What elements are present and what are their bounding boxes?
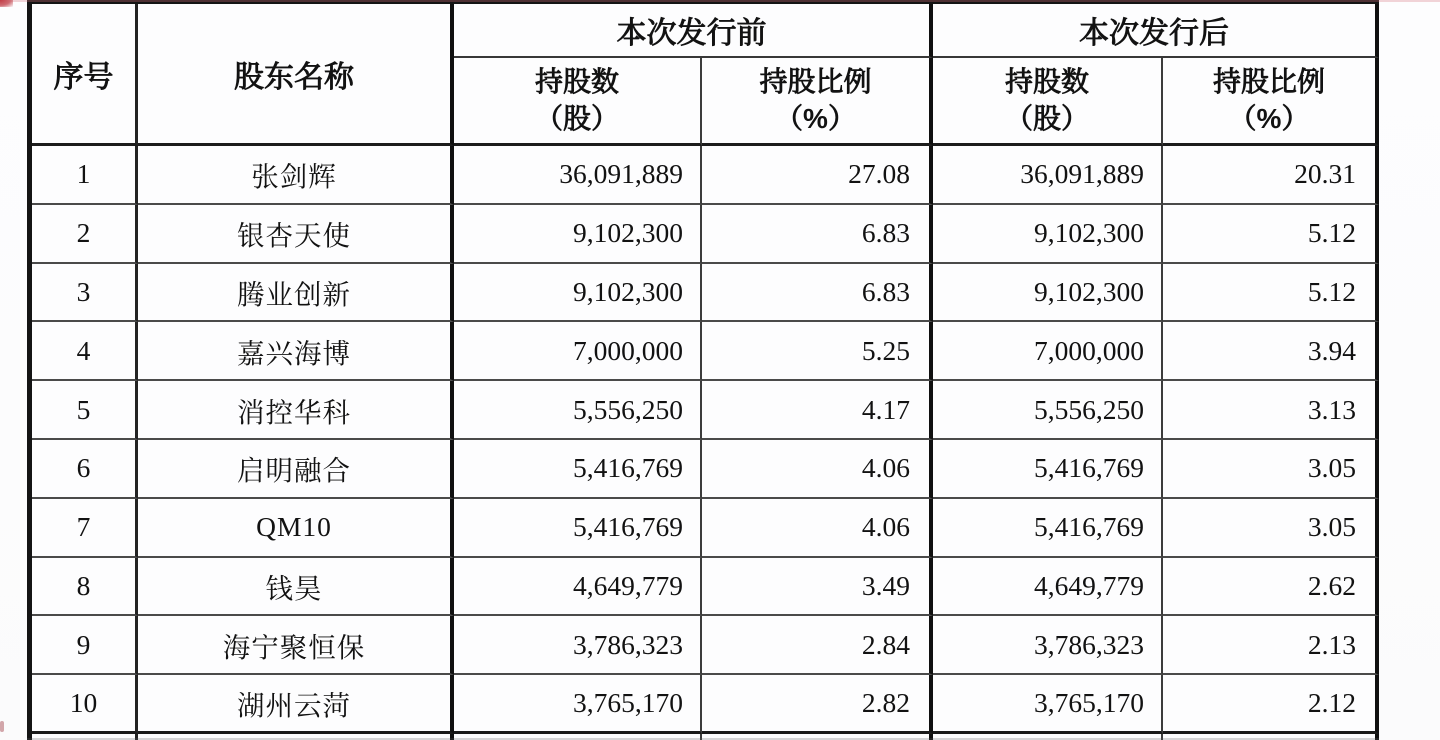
header-shareholder-name: 股东名称 bbox=[138, 4, 454, 146]
cell-ratio-before: 2.82 bbox=[702, 675, 933, 734]
cell-ratio-after: 5.12 bbox=[1163, 205, 1379, 264]
cell-shares-before: 4,649,779 bbox=[454, 558, 702, 617]
header-shares-before bbox=[454, 58, 702, 146]
cell-ratio-after: 3.05 bbox=[1163, 499, 1379, 558]
cell-shares-before: 7,000,000 bbox=[454, 322, 702, 381]
cell-ratio-before: 6.83 bbox=[702, 205, 933, 264]
table-row bbox=[32, 264, 1379, 323]
cell-ratio-after: 3.13 bbox=[1163, 381, 1379, 440]
cell-index: 2 bbox=[32, 205, 138, 264]
red-top-edge-artifact bbox=[0, 0, 1440, 2]
table-row bbox=[32, 146, 1379, 205]
table-row bbox=[32, 616, 1379, 675]
shareholder-table bbox=[32, 4, 1379, 740]
cell-ratio-after: 2.12 bbox=[1163, 675, 1379, 734]
table-row bbox=[32, 205, 1379, 264]
cell-shares-after: 5,416,769 bbox=[933, 499, 1163, 558]
header-group-after: 本次发行后 bbox=[933, 4, 1379, 58]
header-group-before: 本次发行前 bbox=[454, 4, 933, 58]
cell-shares-before: 3,786,323 bbox=[454, 616, 702, 675]
cell-ratio-after: 5.12 bbox=[1163, 264, 1379, 323]
cell-shares-after: 5,556,250 bbox=[933, 381, 1163, 440]
cell-index: 10 bbox=[32, 675, 138, 734]
red-left-edge-speck bbox=[0, 721, 4, 732]
cell-shares-after: 4,649,779 bbox=[933, 558, 1163, 617]
cell-shares-after: 9,102,300 bbox=[933, 205, 1163, 264]
header-shares-after bbox=[933, 58, 1163, 146]
cell-name: 消控华科 bbox=[138, 381, 454, 440]
cell-ratio-after: 2.13 bbox=[1163, 616, 1379, 675]
cell-ratio-before: 4.06 bbox=[702, 440, 933, 499]
header-ratio-before-line1: 持股比例 bbox=[759, 66, 872, 98]
cell-ratio-after: 20.31 bbox=[1163, 146, 1379, 205]
cell-index: 1 bbox=[32, 146, 138, 205]
table-row bbox=[32, 558, 1379, 617]
cell-index: 8 bbox=[32, 558, 138, 617]
table-body bbox=[32, 146, 1379, 740]
cell-name: 张剑辉 bbox=[138, 146, 454, 205]
cell-index: 9 bbox=[32, 616, 138, 675]
cell-shares-before: 36,091,889 bbox=[454, 146, 702, 205]
cell-shares-after: 3,765,170 bbox=[933, 675, 1163, 734]
cell-name: 钱昊 bbox=[138, 558, 454, 617]
header-ratio-after-line2: （%） bbox=[1228, 102, 1310, 134]
cell-name: QM10 bbox=[138, 499, 454, 558]
header-shares-after-line2: （股） bbox=[1004, 102, 1089, 134]
table-row bbox=[32, 322, 1379, 381]
table-row bbox=[32, 440, 1379, 499]
cell-shares-before: 5,416,769 bbox=[454, 499, 702, 558]
header-shares-after-line1: 持股数 bbox=[1004, 66, 1089, 98]
cell-shares-before: 9,102,300 bbox=[454, 205, 702, 264]
cell-shares-after: 7,000,000 bbox=[933, 322, 1163, 381]
cell-ratio-before: 4.17 bbox=[702, 381, 933, 440]
cell-shares-before: 3,765,170 bbox=[454, 675, 702, 734]
header-shares-before-line2: （股） bbox=[534, 102, 619, 134]
table-row bbox=[32, 675, 1379, 734]
cell-name: 银杏天使 bbox=[138, 205, 454, 264]
cell-name: 启明融合 bbox=[138, 440, 454, 499]
cell-shares-before: 9,102,300 bbox=[454, 264, 702, 323]
header-group-row bbox=[32, 4, 1379, 58]
cell-index: 5 bbox=[32, 381, 138, 440]
table-row bbox=[32, 381, 1379, 440]
cell-ratio-after: 3.05 bbox=[1163, 440, 1379, 499]
cell-index: 6 bbox=[32, 440, 138, 499]
red-corner-artifact bbox=[0, 0, 13, 7]
cell-index: 3 bbox=[32, 264, 138, 323]
cell-shares-after: 9,102,300 bbox=[933, 264, 1163, 323]
header-ratio-after-line1: 持股比例 bbox=[1212, 66, 1325, 98]
header-index: 序号 bbox=[32, 4, 138, 146]
cell-ratio-before: 5.25 bbox=[702, 322, 933, 381]
cell-ratio-before: 4.06 bbox=[702, 499, 933, 558]
cell-shares-before: 5,556,250 bbox=[454, 381, 702, 440]
cell-index: 4 bbox=[32, 322, 138, 381]
cell-name: 湖州云菏 bbox=[138, 675, 454, 734]
cell-ratio-before: 27.08 bbox=[702, 146, 933, 205]
cell-shares-after: 36,091,889 bbox=[933, 146, 1163, 205]
cell-index: 7 bbox=[32, 499, 138, 558]
cell-name: 嘉兴海博 bbox=[138, 322, 454, 381]
cell-ratio-after: 3.94 bbox=[1163, 322, 1379, 381]
cell-shares-after: 5,416,769 bbox=[933, 440, 1163, 499]
cell-ratio-before: 3.49 bbox=[702, 558, 933, 617]
shareholder-table-container bbox=[27, 0, 1379, 740]
header-ratio-after bbox=[1163, 58, 1379, 146]
table-header bbox=[32, 4, 1379, 146]
header-shares-before-line1: 持股数 bbox=[534, 66, 619, 98]
header-ratio-before bbox=[702, 58, 933, 146]
cell-shares-after: 3,786,323 bbox=[933, 616, 1163, 675]
table-row bbox=[32, 499, 1379, 558]
header-ratio-before-line2: （%） bbox=[775, 102, 856, 134]
cell-shares-before: 5,416,769 bbox=[454, 440, 702, 499]
cell-ratio-before: 2.84 bbox=[702, 616, 933, 675]
cell-ratio-before: 6.83 bbox=[702, 264, 933, 323]
cell-name: 腾业创新 bbox=[138, 264, 454, 323]
cell-name: 海宁聚恒保 bbox=[138, 616, 454, 675]
cell-ratio-after: 2.62 bbox=[1163, 558, 1379, 617]
